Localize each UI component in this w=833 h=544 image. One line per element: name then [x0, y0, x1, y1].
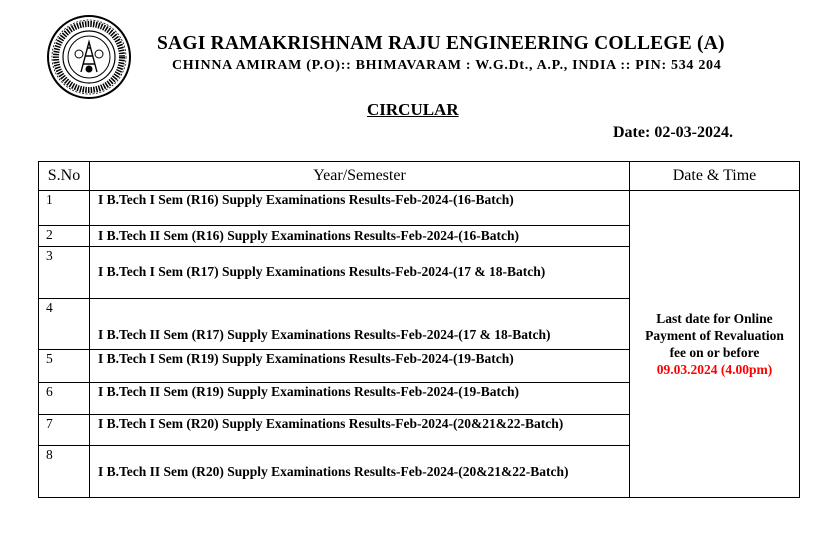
college-address: CHINNA AMIRAM (P.O):: BHIMAVARAM : W.G.Dt., A.P., INDIA :: PIN: 534 204 [172, 58, 722, 73]
row-text: I B.Tech I Sem (R16) Supply Examinations Results-Feb-2024-(16-Batch) [90, 191, 630, 226]
table-row [39, 191, 800, 226]
results-table [38, 161, 800, 498]
college-name: SAGI RAMAKRISHNAM RAJU ENGINEERING COLLEGE (A) [157, 33, 725, 54]
row-sno: 7 [39, 415, 90, 446]
row-text: I B.Tech I Sem (R20) Supply Examinations Results-Feb-2024-(20&21&22-Batch) [90, 415, 630, 446]
row-text: I B.Tech II Sem (R19) Supply Examinations Results-Feb-2024-(19-Batch) [90, 383, 630, 415]
row-sno: 5 [39, 350, 90, 383]
row-sno: 3 [39, 247, 90, 299]
table-header-row [39, 162, 800, 191]
header-sno: S.No [39, 162, 90, 191]
header-year-semester: Year/Semester [90, 162, 630, 191]
deadline-date: 09.03.2024 (4.00pm) [656, 362, 773, 377]
row-sno: 1 [39, 191, 90, 226]
note-line-3: fee on or before [669, 345, 760, 360]
row-text: I B.Tech II Sem (R17) Supply Examinations Results-Feb-2024-(17 & 18-Batch) [90, 299, 630, 350]
note-line-2: Payment of Revaluation [645, 328, 784, 343]
row-sno: 4 [39, 299, 90, 350]
deadline-cell [630, 191, 800, 498]
circular-date: Date: 02-03-2024. [613, 124, 733, 141]
row-text: I B.Tech I Sem (R19) Supply Examinations Results-Feb-2024-(19-Batch) [90, 350, 630, 383]
row-text: I B.Tech I Sem (R17) Supply Examinations Results-Feb-2024-(17 & 18-Batch) [90, 247, 630, 299]
header-date-time: Date & Time [630, 162, 800, 191]
college-logo [46, 14, 132, 100]
circular-title: CIRCULAR [367, 100, 459, 119]
row-sno: 2 [39, 226, 90, 247]
row-text: I B.Tech II Sem (R20) Supply Examinations Results-Feb-2024-(20&21&22-Batch) [90, 446, 630, 498]
row-text: I B.Tech II Sem (R16) Supply Examinations Results-Feb-2024-(16-Batch) [90, 226, 630, 247]
row-sno: 8 [39, 446, 90, 498]
row-sno: 6 [39, 383, 90, 415]
note-line-1: Last date for Online [656, 311, 773, 326]
